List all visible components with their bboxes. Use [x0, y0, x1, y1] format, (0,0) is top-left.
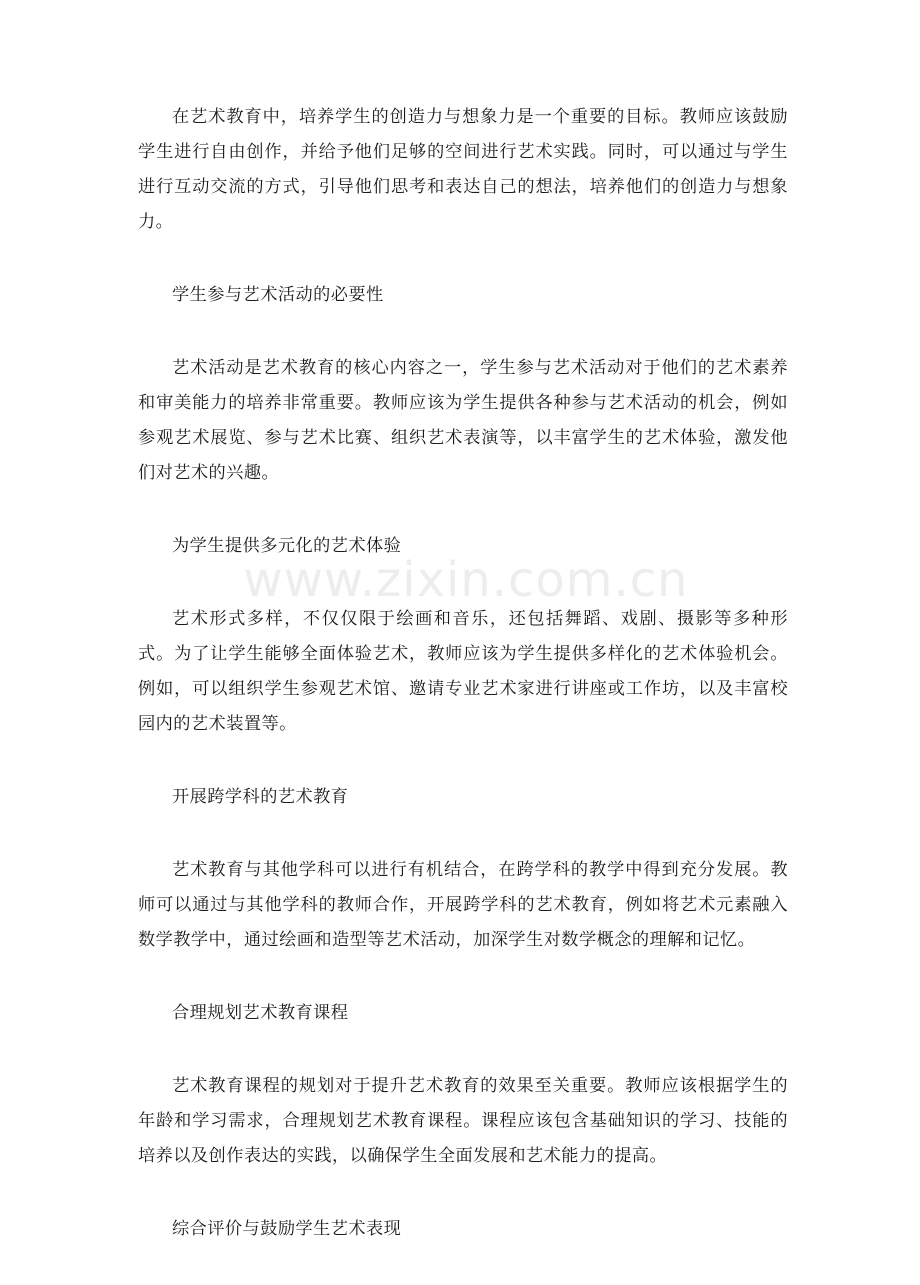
paragraph-interdisciplinary: 艺术教育与其他学科可以进行有机结合，在跨学科的教学中得到充分发展。教师可以通过与其他学科的教师合作，开展跨学科的艺术教育，例如将艺术元素融入数学教学中，通过绘画和造型等艺术活动，加深学生对数学概念的理解和记忆。 — [138, 860, 788, 950]
watermark: www.zixin.com.cn — [243, 552, 689, 608]
paragraph-diverse-experience: 艺术形式多样，不仅仅限于绘画和音乐，还包括舞蹈、戏剧、摄影等多种形式。为了让学生能够全面体验艺术，教师应该为学生提供多样化的艺术体验机会。例如，可以组织学生参观艺术馆、邀请专业艺术家进行讲座或工作坊，以及丰富校园内的艺术装置等。 — [138, 609, 788, 734]
heading-curriculum-planning: 合理规划艺术教育课程 — [172, 1003, 349, 1023]
paragraph-creativity: 在艺术教育中，培养学生的创造力与想象力是一个重要的目标。教师应该鼓励学生进行自由创作，并给予他们足够的空间进行艺术实践。同时，可以通过与学生进行互动交流的方式，引导他们思考和表达自己的想法，培养他们的创造力与想象力。 — [138, 107, 788, 232]
paragraph-curriculum-planning: 艺术教育课程的规划对于提升艺术教育的效果至关重要。教师应该根据学生的年龄和学习需求，合理规划艺术教育课程。课程应该包含基础知识的学习、技能的培养以及创作表达的实践，以确保学生全面发展和艺术能力的提高。 — [138, 1076, 788, 1166]
heading-diverse-experience: 为学生提供多元化的艺术体验 — [172, 536, 402, 556]
heading-art-activities: 学生参与艺术活动的必要性 — [172, 285, 384, 305]
document-body — [138, 100, 788, 1285]
paragraph-art-activities: 艺术活动是艺术教育的核心内容之一，学生参与艺术活动对于他们的艺术素养和审美能力的培养非常重要。教师应该为学生提供各种参与艺术活动的机会，例如参观艺术展览、参与艺术比赛、组织艺术表演等，以丰富学生的艺术体验，激发他们对艺术的兴趣。 — [138, 358, 788, 483]
heading-interdisciplinary: 开展跨学科的艺术教育 — [172, 787, 349, 807]
heading-evaluation: 综合评价与鼓励学生艺术表现 — [172, 1219, 402, 1239]
